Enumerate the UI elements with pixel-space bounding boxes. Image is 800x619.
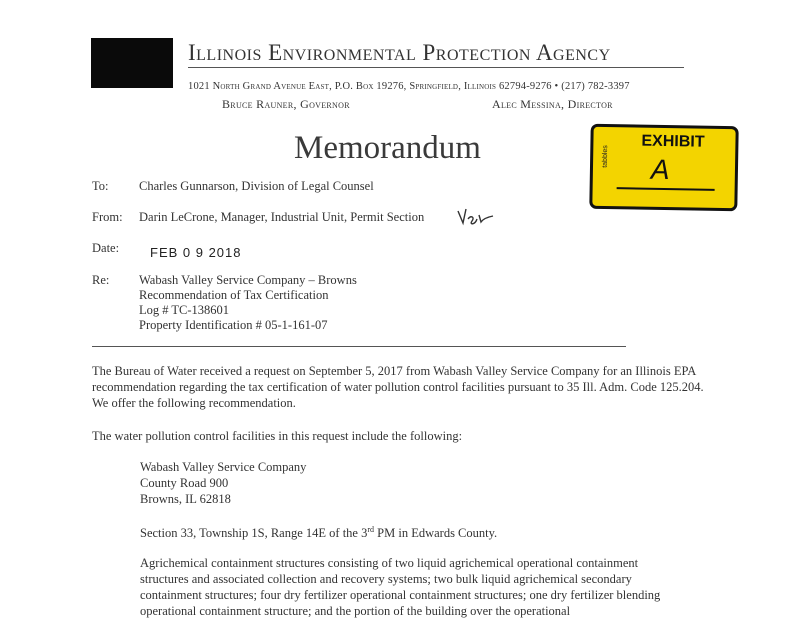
handwritten-initials	[455, 205, 495, 229]
exhibit-letter: A	[650, 153, 670, 186]
re-label: Re:	[92, 273, 110, 287]
facility-address-line: Wabash Valley Service Company	[140, 460, 307, 474]
re-line: Recommendation of Tax Certification	[139, 288, 329, 302]
to-value: Charles Gunnarson, Division of Legal Counsel	[139, 179, 374, 193]
date-stamp: FEB 0 9 2018	[150, 245, 242, 260]
exhibit-sticker	[589, 124, 738, 212]
section-superscript: rd	[367, 525, 375, 534]
from-value: Darin LeCrone, Manager, Industrial Unit, Permit Section	[139, 210, 425, 224]
facility-location	[140, 522, 497, 541]
body-paragraph-2: The water pollution control facilities in this request include the following:	[92, 429, 463, 443]
re-line: Wabash Valley Service Company – Browns	[139, 273, 357, 287]
date-label: Date:	[92, 241, 120, 255]
agency-address: 1021 North Grand Avenue East, P.O. Box 19276, Springfield, Illinois 62794-9276 • (217) 782-3397	[188, 81, 630, 92]
exhibit-underline	[617, 187, 715, 190]
exhibit-brand: tabbles	[601, 145, 610, 168]
re-subject	[139, 273, 357, 333]
facility-address-line: Browns, IL 62818	[140, 492, 231, 506]
agency-logo-block	[91, 38, 173, 88]
re-line: Log # TC-138601	[139, 303, 230, 317]
letterhead-rule	[188, 67, 684, 68]
governor-name: Bruce Rauner, Governor	[222, 97, 350, 111]
agency-name: Illinois Environmental Protection Agency	[188, 40, 611, 65]
exhibit-label: EXHIBIT	[641, 132, 705, 151]
facility-address-line: County Road 900	[140, 476, 229, 490]
from-label: From:	[92, 210, 123, 224]
director-name: Alec Messina, Director	[492, 97, 613, 111]
header-divider	[92, 346, 626, 347]
section-tail: PM in Edwards County.	[374, 526, 498, 541]
facility-address	[140, 459, 306, 507]
section-text: Section 33, Township 1S, Range 14E of the 3	[140, 526, 368, 541]
body-paragraph-3: Agrichemical containment structures consisting of two liquid agrichemical operational containment structures and associated collection and recovery systems; two bulk liquid agrichemical secondary containment structures; four dry fertilizer operational containment structures; one dry fertilizer blending operational containment structure; and the portion of the building over the operational	[140, 556, 661, 618]
re-line: Property Identification # 05-1-161-07	[139, 318, 328, 332]
to-label: To:	[92, 179, 109, 193]
body-paragraph-1: The Bureau of Water received a request on September 5, 2017 from Wabash Valley Service Company for an Illinois EPA recommendation regarding the tax certification of water pollution control facilities pursuant to 35 Ill. Adm. Code 125.204. We offer the following recommendation.	[92, 364, 704, 410]
memo-title: Memorandum	[294, 130, 481, 166]
